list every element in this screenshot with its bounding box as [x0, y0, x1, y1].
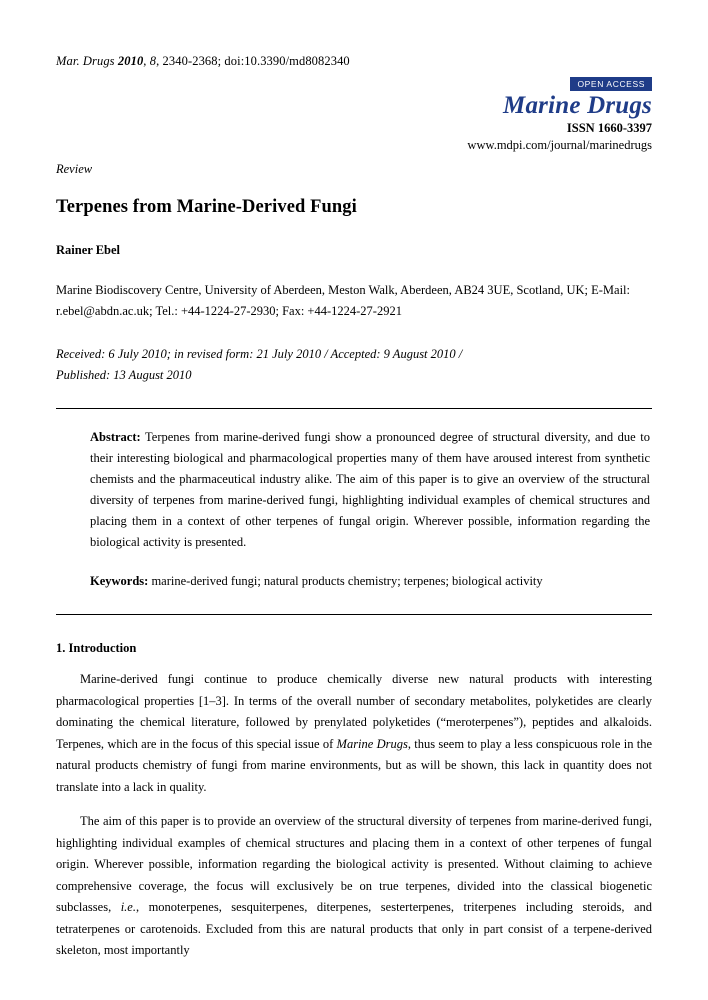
body-paragraph-1-part2: , thus seem to play a less conspicuous role in the natural products chemistry of fungi from marine environments, but as will be shown, this lack in quantity does not translate into a lack in quality.: [56, 736, 652, 794]
body-paragraph-2-part2: , monoterpenes, sesquiterpenes, diterpenes, sesterterpenes, triterpenes including steroids, and tetraterpenes or carotenoids. Excluded from this are natural products that only in part consist of a terpene-derived skeleton, most importantly: [56, 900, 652, 957]
body-paragraph-2-italic: i.e.: [120, 900, 136, 914]
body-paragraph-1-italic: Marine Drugs: [336, 736, 408, 751]
abstract-paragraph: [90, 427, 650, 553]
body-paragraph-2: [56, 811, 652, 962]
journal-brand-block: [467, 92, 652, 153]
article-history-line-2: Published: 13 August 2010: [56, 368, 192, 382]
journal-issn: ISSN 1660-3397: [566, 121, 652, 135]
abstract-label: Abstract:: [90, 430, 141, 444]
journal-year: 2010: [117, 54, 144, 68]
body-paragraph-2-part1: The aim of this paper is to provide an overview of the structural diversity of terpenes from marine-derived fungi, highlighting individual examples of chemical structures and placing them in a context of other terpenes of fungal origin. Wherever possible, information regarding the biological activity is presented. Without claiming to achieve comprehensive coverage, the focus will exclusively be on true terpenes, divided into the classical biogenetic subclasses,: [56, 814, 652, 914]
journal-citation-line: Mar. Drugs 2010, 8, 2340-2368; doi:10.3390/md8082340: [56, 54, 350, 68]
body-paragraph-1-part1: Marine-derived fungi continue to produce chemically diverse new natural products with interesting pharmacological properties [1–3]. In terms of the overall number of secondary metabolites, polyketides are clearly dominating the chemical literature, followed by prenylated polyketides (“meroterpenes”), peptides and alkaloids. Terpenes, which are in the focus of this special issue of: [56, 672, 652, 751]
article-history: [56, 344, 652, 386]
abstract-body: Terpenes from marine-derived fungi show a pronounced degree of structural diversity, and due to their interesting biological and pharmacological properties many of them have aroused interest from synthetic chemists and the pharmaceutical industry alike. The aim of this paper is to give an overview of the structural diversity of terpenes from marine-derived fungi, highlighting individual examples of chemical structures and placing them in a context of other terpenes of fungal origin. Wherever possible, information regarding the biological activity is presented.: [90, 430, 650, 549]
masthead: [56, 54, 652, 154]
page-title: Terpenes from Marine-Derived Fungi: [56, 197, 357, 217]
body-paragraph-1: [56, 669, 652, 798]
author-list: Rainer Ebel: [56, 243, 121, 257]
journal-volume: 8: [149, 54, 157, 68]
author-affiliation: Marine Biodiscovery Centre, University of Aberdeen, Meston Walk, Aberdeen, AB24 3UE, Scotland, UK; E-Mail: r.ebel@abdn.ac.uk; Tel.: +44-1224-27-2930; Fax: +44-1224-27-2921: [56, 283, 630, 318]
journal-website-url[interactable]: www.mdpi.com/journal/marinedrugs: [467, 138, 652, 152]
journal-abbrev: Mar. Drugs: [56, 54, 115, 68]
open-access-badge[interactable]: OPEN ACCESS: [570, 77, 652, 91]
open-access-badge-container: [570, 74, 652, 92]
divider-bottom: [56, 614, 652, 615]
journal-title: Marine Drugs: [503, 92, 652, 119]
article-history-line-1: Received: 6 July 2010; in revised form: 21 July 2010 / Accepted: 9 August 2010 /: [56, 347, 463, 361]
abstract-block: [90, 427, 650, 592]
section-heading-introduction: 1. Introduction: [56, 641, 137, 655]
keywords-label: Keywords:: [90, 574, 149, 588]
divider-top: [56, 408, 652, 409]
article-type-label: Review: [56, 162, 93, 176]
keywords-body: marine-derived fungi; natural products chemistry; terpenes; biological activity: [148, 574, 543, 588]
journal-pages-doi: , 2340-2368; doi:10.3390/md8082340: [156, 54, 350, 68]
keywords-paragraph: [90, 571, 650, 592]
